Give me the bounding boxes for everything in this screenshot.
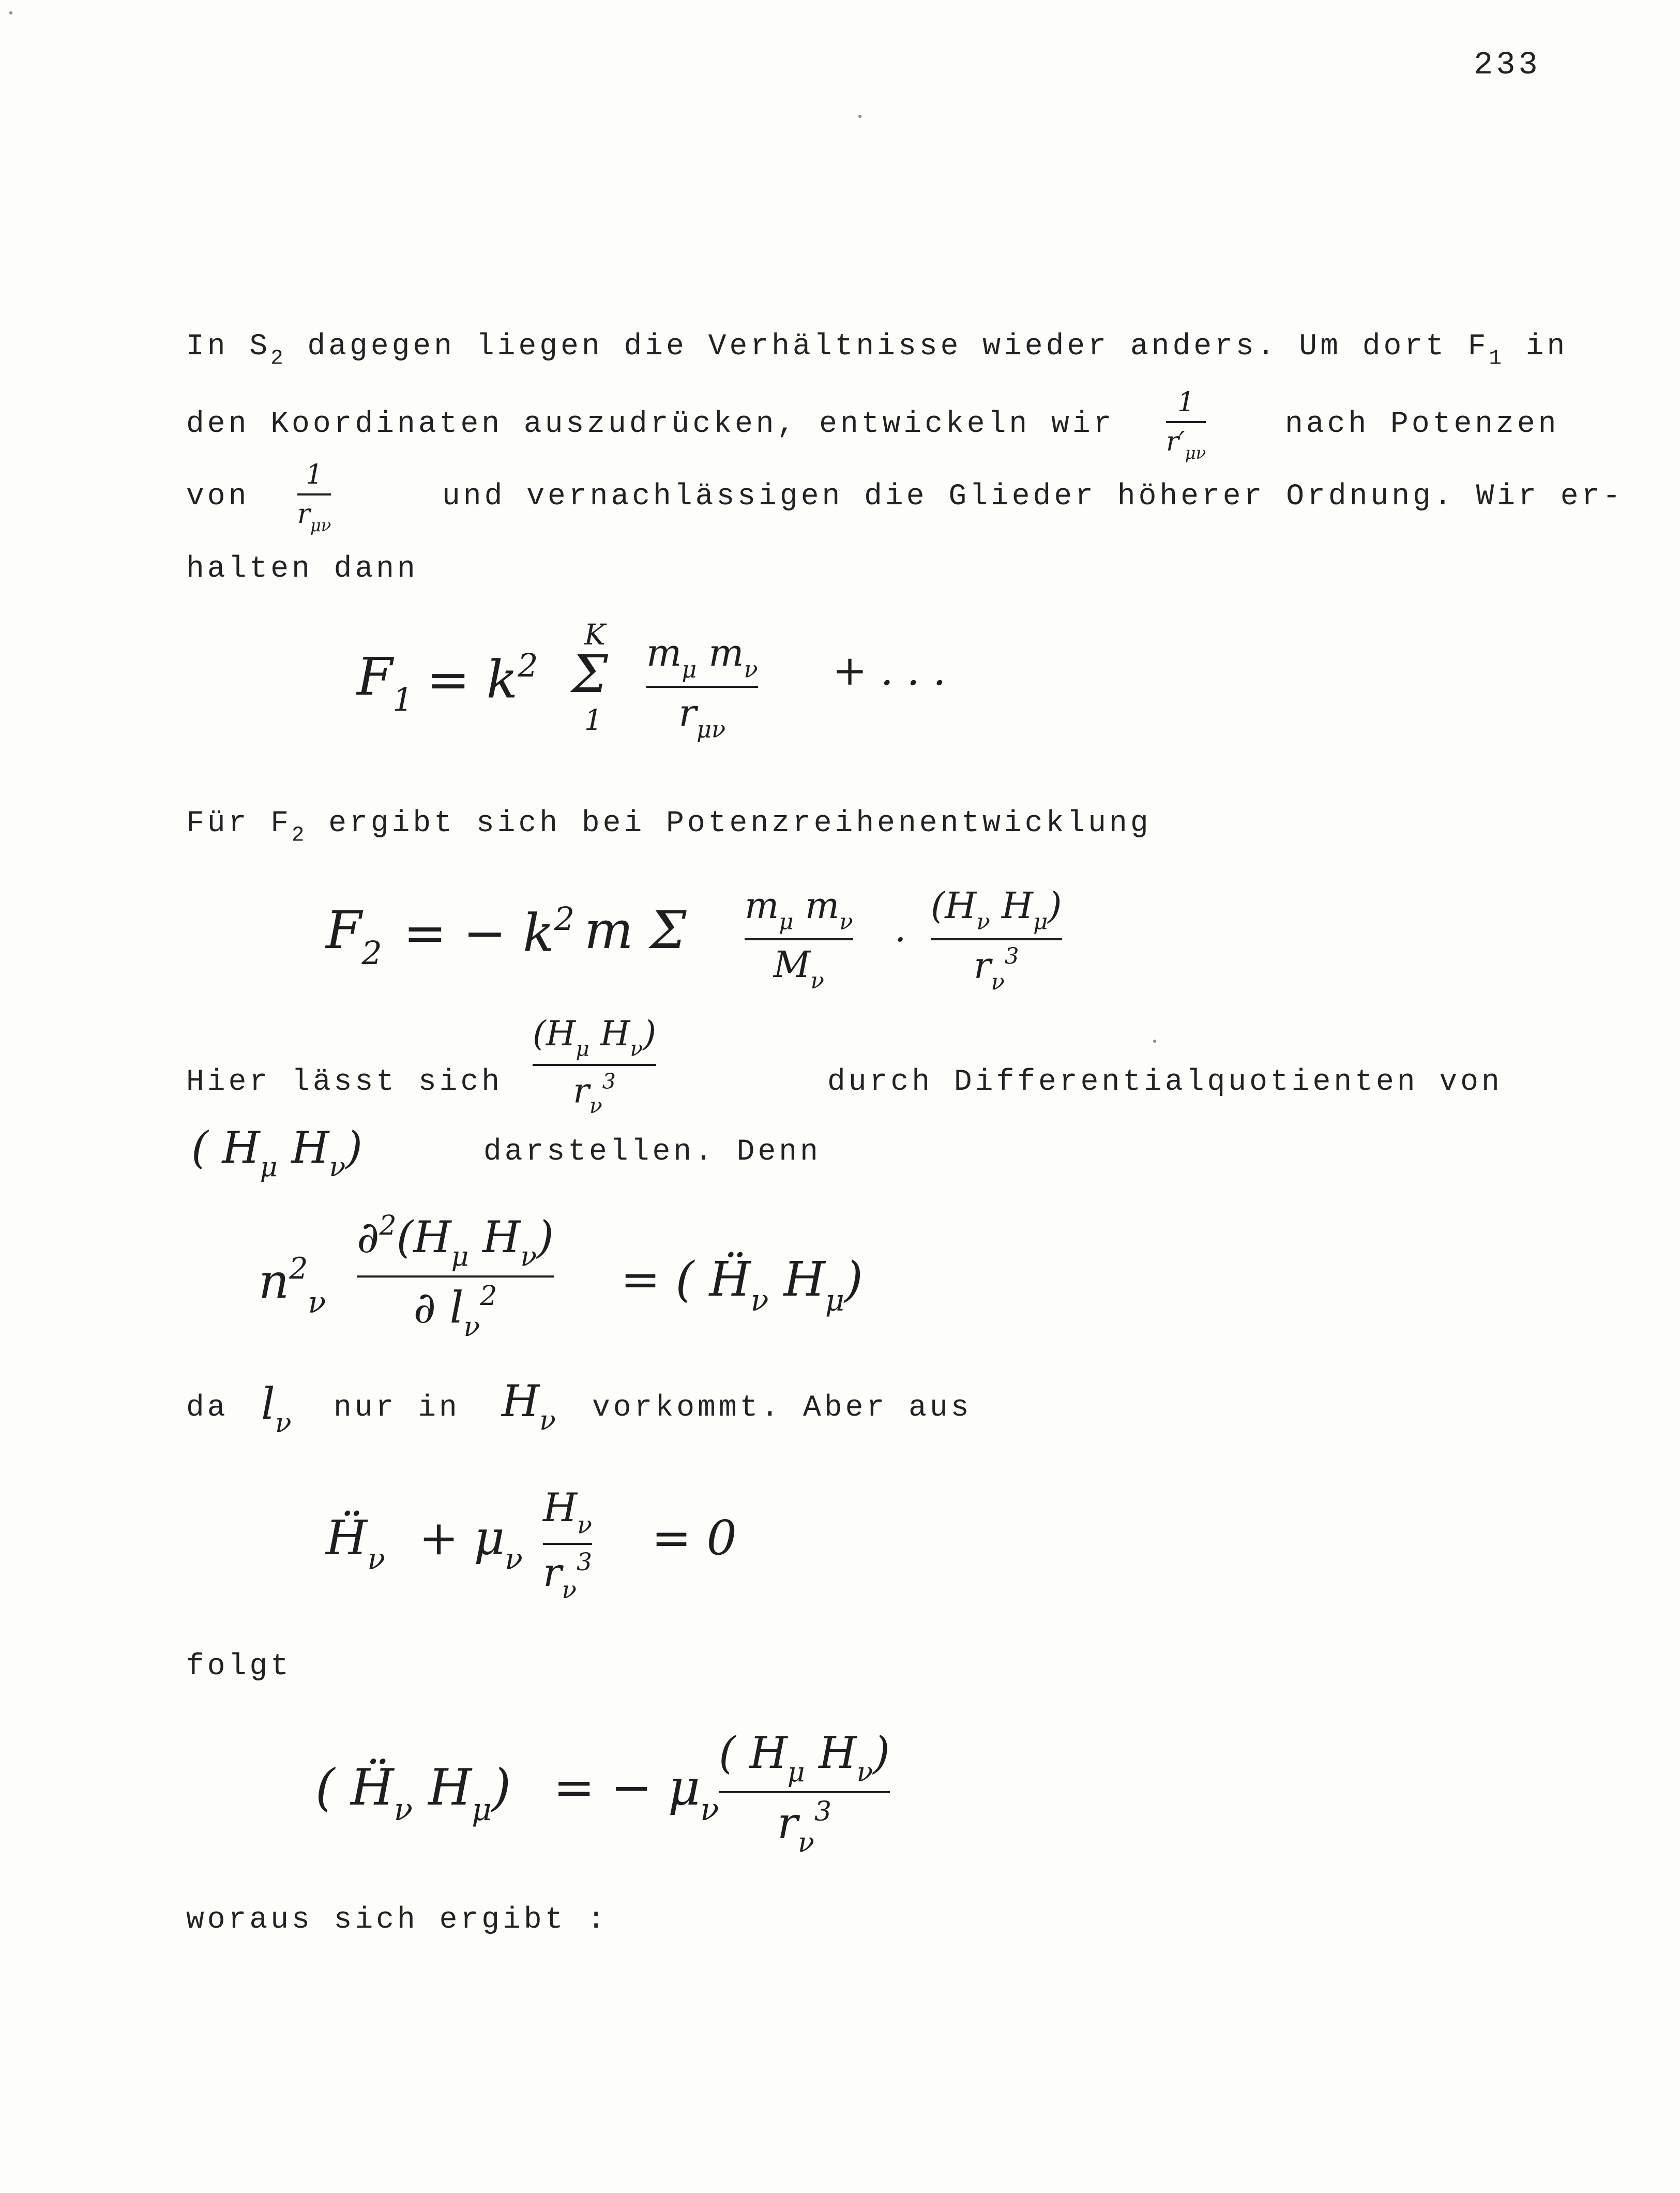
eq-f2-m-sigma: m Σ [584, 900, 687, 960]
page-number: 233 [1474, 47, 1541, 83]
paragraph-line-2: den Koordinaten auszudrücken, entwickeln wir [186, 408, 1115, 441]
scan-speck [1153, 1040, 1156, 1043]
eq-f1-equals-k: = $k^2$ [427, 647, 538, 710]
eq-f1-lhs: $F_1$ [357, 647, 413, 718]
text-segment: In S [186, 330, 271, 364]
scan-speck [858, 115, 861, 118]
eq5-lhs: ( Ḧ$_\nu$ $H_\mu$) [315, 1759, 511, 1828]
fraction-H-over-r3: $H_\nu$ $r_\nu^3$ [543, 1484, 592, 1604]
text-segment: in [1525, 330, 1568, 364]
eq-f1-tail: + . . . [833, 647, 946, 695]
subscript: μν [310, 516, 331, 536]
paragraph-line-7: darstellen. Denn [483, 1135, 821, 1169]
eq4-plus-mu: + $\mu_\nu$ [419, 1510, 523, 1576]
paragraph-line-8: vorkommt. Aber aus [592, 1391, 972, 1425]
paragraph-line-1 [186, 330, 1568, 370]
subscript: 1 [1489, 347, 1505, 371]
fraction-HH-over-r3-inline: ($H_\mu$ $H_\nu$) $r_\nu^3$ [533, 1014, 657, 1119]
equation-f2 [326, 879, 1153, 993]
text-segment: dagegen liegen die Verhältnisse wieder anders. Um dort F [307, 330, 1489, 364]
eq4-rhs: = 0 [652, 1510, 737, 1566]
paragraph-line-4: halten dann [186, 552, 418, 586]
paragraph-line-6-start: Hier lässt sich [186, 1065, 503, 1099]
summation-sigma: Σ [571, 644, 608, 704]
fraction-numerator: 1 [1177, 387, 1195, 418]
paragraph-line-8-start: da [186, 1391, 229, 1425]
paragraph-line-2-end: nach Potenzen [1285, 408, 1560, 441]
sigma-upper-limit: K [584, 618, 606, 651]
equation-f1 [357, 618, 1029, 745]
eq-f2-dot: . [895, 908, 906, 950]
fraction-denominator [297, 499, 331, 535]
paragraph-line-6: durch Differentialquotienten von [827, 1065, 1503, 1099]
subscript: 2 [270, 347, 286, 371]
equation-kepler-motion [326, 1474, 895, 1604]
eq-f2-equals: = − $k^2$ [403, 900, 575, 964]
inline-H-nu: $H_\nu$ [502, 1376, 556, 1437]
eq3-n: $n^2_\nu$ [259, 1252, 326, 1320]
sigma-lower-limit: 1 [584, 703, 602, 737]
math-symbol: r [297, 499, 310, 530]
paragraph-line-9: folgt [186, 1650, 292, 1684]
eq4-H-ddot: Ḧ$_\nu$ [326, 1510, 385, 1576]
equation-second-derivative [259, 1210, 982, 1355]
fraction-one-over-r-prime [1166, 387, 1206, 463]
eq3-rhs: = ( Ḧ$_\nu$ $H_\mu$) [620, 1252, 863, 1318]
inline-H-mu-H-nu: ( $H_\mu$ $H_\nu$) [191, 1122, 363, 1183]
paragraph-line-5: Für $F_2$ ergibt sich bei Potenzreihenentwicklung [186, 807, 1152, 848]
fraction-one-over-r [297, 459, 331, 535]
fraction-numerator: 1 [306, 459, 323, 490]
subscript: μν [1185, 443, 1206, 463]
fraction-m-m-over-M: $m_\mu$ $m_\nu$ $M_\nu$ [745, 884, 853, 994]
fraction-denominator [1166, 426, 1206, 463]
paragraph-line-10: woraus sich ergibt : [186, 1903, 609, 1937]
fraction-bar [297, 493, 331, 495]
inline-l-nu: $l_\nu$ [261, 1378, 292, 1439]
scan-speck [9, 11, 12, 14]
paragraph-line-8-mid: nur in [334, 1391, 460, 1425]
fraction-m-m-over-r: $m_\mu$ $m_\nu$ $r_{\mu\nu}$ [646, 631, 758, 743]
paragraph-line-3-start: von [186, 480, 250, 514]
fraction-bar [1166, 421, 1206, 423]
paragraph-line-3: und vernachlässigen die Glieder höherer Ordnung. Wir er- [442, 480, 1624, 514]
fraction-HH-over-r3-result: ( $H_\mu$ $H_\nu$) $r_\nu^3$ [719, 1728, 890, 1858]
eq-f2-lhs: $F_2$ [326, 900, 382, 972]
math-symbol: r′ [1166, 426, 1185, 457]
eq5-equals-mu: = − $\mu_\nu$ [553, 1759, 719, 1828]
fraction-partial-derivative: $\partial^2(H_\mu$ $H_\nu$) ∂ $l_\nu^2$ [357, 1210, 554, 1343]
equation-result [315, 1722, 1039, 1857]
fraction-HH-over-r3: ($H_\nu$ $H_\mu$) $r_\nu^3$ [931, 884, 1062, 995]
